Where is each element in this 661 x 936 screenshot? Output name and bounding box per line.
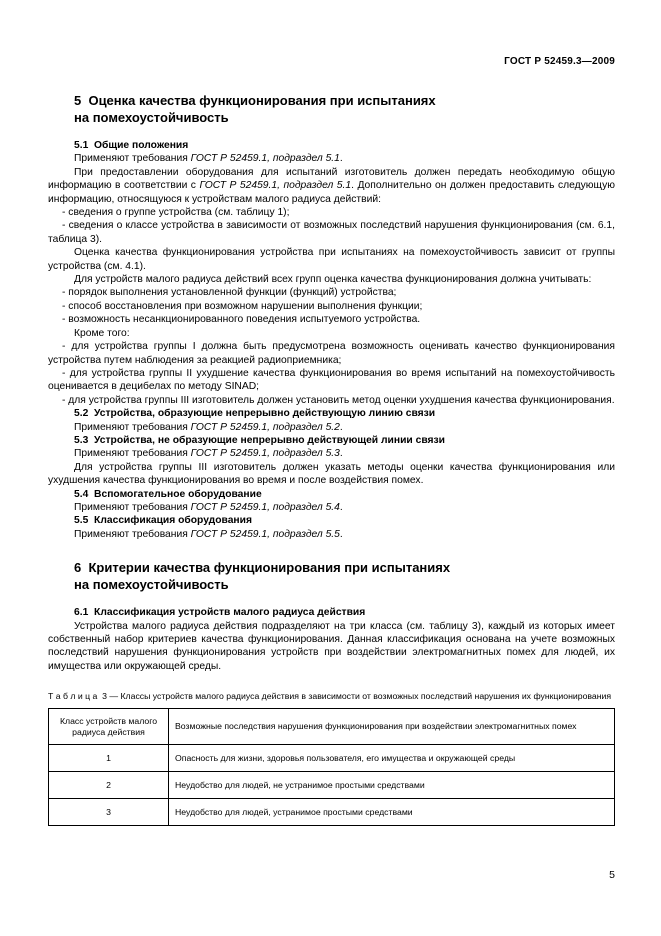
list-item: - способ восстановления при возможном нарушении выполнения функции; [62, 300, 423, 312]
text-run: . [339, 421, 343, 433]
gost-reference: ГОСТ Р 52459.1, подраздел 5.1 [190, 153, 340, 165]
table-3-caption: Т а б л и ц а 3 — Классы устройств малого радиуса действия в зависимости от возможных последствий нарушения их функционирования [48, 691, 612, 702]
list-item: - возможность несанкционированного поведения испытуемого устройства. [62, 314, 421, 326]
cell-consequence: Неудобство для людей, устранимое простыми средствами [169, 799, 615, 826]
section-5-title [48, 93, 615, 126]
paragraph: Для устройства группы III изготовитель должен указать методы оценки качества функционирования или ухудшения качества функционирования во время и после воздействия помех. [48, 461, 615, 487]
cell-consequence: Неудобство для людей, не устранимое простыми средствами [169, 772, 615, 799]
text-run: . [339, 501, 343, 513]
paragraph [48, 447, 615, 460]
section-5-title-line2: на помехоустойчивость [74, 109, 229, 125]
paragraph: Устройства малого радиуса действия подразделяют на три класса (см. таблицу 3), каждый из которых имеет собственный набор критериев качества функционирования. Данная классификация основана на учете возможных последствий нарушения функционирования устройств при воздействии электромагнитных помех для людей, их имущества или окружающей среды. [48, 620, 615, 672]
paragraph [48, 166, 615, 206]
paragraph: Оценка качества функционирования устройства при испытаниях на помехоустойчивость зависит от группы устройства (см. 4.1). [48, 247, 615, 272]
text-run: При предоставлении оборудования для испытаний изготовитель должен передать необходимую общую информацию в соответствии с [48, 166, 615, 192]
paragraph: Для устройств малого радиуса действий всех групп оценка качества функционирования должна учитывать: [74, 274, 592, 286]
gost-reference: ГОСТ Р 52459.1, подраздел 5.1 [199, 180, 352, 192]
list-item: - порядок выполнения установленной функции (функций) устройства; [62, 287, 397, 299]
doc-number: ГОСТ Р 52459.3—2009 [504, 56, 615, 67]
heading-5-1: 5.1 Общие положения [74, 140, 189, 151]
heading-5-3: 5.3 Устройства, не образующие непрерывно действующей линии связи [74, 434, 445, 446]
text-run: . Дополнительно он должен предоставить следующую информацию, относящуюся к устройствам малого радиуса действий: [48, 180, 615, 205]
col-header-consequences: Возможные последствия нарушения функционирования при воздействии электромагнитных помех [169, 709, 615, 745]
text-run: Применяют требования [74, 528, 191, 540]
table-row [49, 772, 615, 799]
text-run: Применяют требования [74, 501, 191, 513]
list-item: - для устройства группы I должна быть предусмотрена возможность оценивать качество функционирования устройства путем наблюдения за реакцией радиоприемника; [48, 341, 615, 366]
heading-5-5: 5.5 Классификация оборудования [74, 515, 252, 527]
list-item: - для устройства группы II ухудшение качества функционирования во время испытаний на помехоустойчивость оценивается в децибелах по методу SINAD; [48, 367, 615, 393]
list-item: - сведения о группе устройства (см. таблицу 1); [62, 207, 290, 219]
paragraph: Кроме того: [74, 327, 130, 339]
list-item: - сведения о классе устройства в зависимости от возможных последствий нарушения функционирования (см. 6.1, таблица 3). [48, 220, 615, 245]
text-run: Применяют требования [74, 421, 191, 433]
paragraph [48, 501, 615, 514]
gost-reference: ГОСТ Р 52459.1, подраздел 5.5 [190, 528, 340, 540]
gost-reference: ГОСТ Р 52459.1, подраздел 5.2 [190, 421, 340, 433]
section-6-title [48, 560, 615, 593]
cell-consequence: Опасность для жизни, здоровья пользователя, его имущества и окружающей среды [169, 745, 615, 772]
paragraph [48, 528, 615, 541]
col-header-device-class: Класс устройств малого радиуса действия [49, 709, 169, 745]
heading-5-2: 5.2 Устройства, образующие непрерывно действующую линию связи [74, 408, 436, 420]
table-header-row [49, 709, 615, 745]
paragraph [48, 152, 615, 165]
heading-5-4: 5.4 Вспомогательное оборудование [74, 488, 262, 500]
section-6-title-line2: на помехоустойчивость [74, 576, 229, 592]
cell-device-class: 3 [49, 799, 169, 826]
gost-reference: ГОСТ Р 52459.1, подраздел 5.3 [190, 448, 340, 460]
text-run: . [339, 153, 343, 165]
paragraph [48, 421, 615, 434]
table-row [49, 799, 615, 826]
list-item: - для устройства группы III изготовитель должен установить метод оценки ухудшения качества функционирования. [62, 394, 615, 406]
text-run: . [339, 448, 343, 460]
page-number: 5 [609, 869, 615, 881]
table-3 [48, 708, 615, 826]
section-6-title-line1: 6 Критерии качества функционирования при испытаниях [74, 560, 451, 576]
section-5-title-line1: 5 Оценка качества функционирования при испытаниях [74, 93, 436, 108]
cell-device-class: 2 [49, 772, 169, 799]
text-run: Применяют требования [74, 153, 191, 165]
heading-6-1: 6.1 Классификация устройств малого радиуса действия [74, 607, 366, 619]
text-run: . [339, 528, 343, 540]
gost-reference: ГОСТ Р 52459.1, подраздел 5.4 [190, 501, 340, 513]
cell-device-class: 1 [49, 745, 169, 772]
table-row [49, 745, 615, 772]
text-run: Применяют требования [74, 448, 191, 460]
